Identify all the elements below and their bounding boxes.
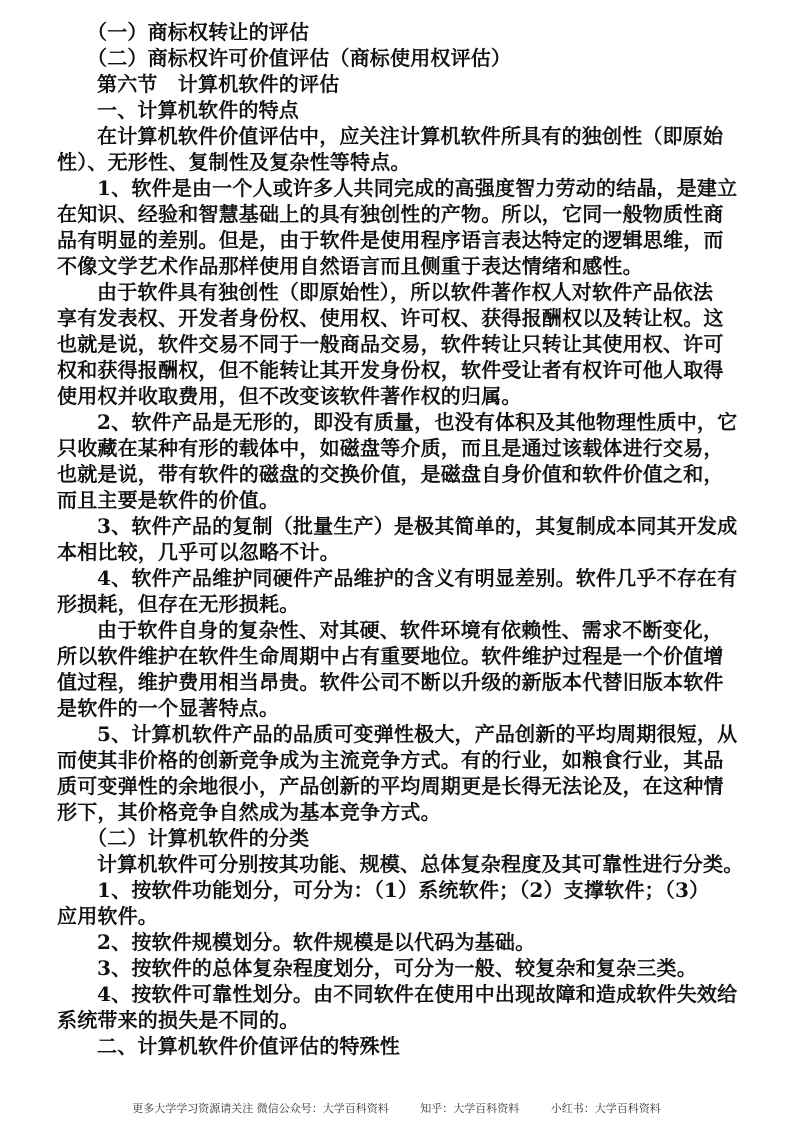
- text-line: 不像文学艺术作品那样使用自然语言而且侧重于表达情绪和感性。: [57, 254, 643, 278]
- text-line: 使用权并收取费用，但不改变该软件著作权的归属。: [57, 384, 522, 408]
- text-line: 1、按软件功能划分，可分为：（1）系统软件；（2）支撑软件；（3）: [97, 878, 710, 902]
- text-line: 在知识、经验和智慧基础上的具有独创性的产物。所以，它同一般物质性商: [57, 202, 724, 226]
- text-line: （一）商标权转让的评估: [87, 20, 310, 44]
- text-line: 权和获得报酬权，但不能转让其开发身份权，软件受让者有权许可他人取得: [57, 358, 724, 382]
- text-line: 系统带来的损失是不同的。: [57, 1008, 300, 1032]
- text-line: 由于软件自身的复杂性、对其硬、软件环境有依赖性、需求不断变化，: [97, 618, 724, 642]
- text-line: 所以软件维护在软件生命周期中占有重要地位。软件维护过程是一个价值增: [57, 644, 724, 668]
- text-line: 是软件的一个显著特点。: [57, 696, 280, 720]
- document-body: [57, 19, 744, 1059]
- footer-wechat: 更多大学学习资源请关注 微信公众号：大学百科资料: [132, 1102, 389, 1115]
- text-line: 1、软件是由一个人或许多人共同完成的高强度智力劳动的结晶，是建立: [97, 176, 738, 200]
- text-line: 3、软件产品的复制（批量生产）是极其简单的，其复制成本同其开发成: [97, 514, 738, 538]
- text-line: 品有明显的差别。但是，由于软件是使用程序语言表达特定的逻辑思维，而: [57, 228, 724, 252]
- text-line: （二）商标权许可价值评估（商标使用权评估）: [87, 46, 512, 70]
- text-line: 2、软件产品是无形的，即没有质量，也没有体积及其他物理性质中，它: [97, 410, 738, 434]
- text-line: 2、按软件规模划分。软件规模是以代码为基础。: [97, 930, 536, 954]
- text-line: 第六节 计算机软件的评估: [97, 72, 340, 96]
- text-line: 一、计算机软件的特点: [97, 98, 299, 122]
- text-line: 享有发表权、开发者身份权、使用权、许可权、获得报酬权以及转让权。这: [57, 306, 724, 330]
- text-line: 也就是说，软件交易不同于一般商品交易，软件转让只转让其使用权、许可: [57, 332, 724, 356]
- text-line: 5、计算机软件产品的品质可变弹性极大，产品创新的平均周期很短，从: [97, 722, 738, 746]
- text-line: 质可变弹性的余地很小，产品创新的平均周期更是长得无法论及，在这种情: [57, 774, 724, 798]
- text-line: 也就是说，带有软件的磁盘的交换价值，是磁盘自身价值和软件价值之和，: [57, 462, 724, 486]
- text-line: 形损耗，但存在无形损耗。: [57, 592, 300, 616]
- text-line: 形下，其价格竞争自然成为基本竞争方式。: [57, 800, 441, 824]
- footer-zhihu: 知乎：大学百科资料: [420, 1102, 520, 1115]
- text-line: （二）计算机软件的分类: [87, 826, 310, 850]
- footer: [0, 1100, 793, 1116]
- text-line: 只收藏在某种有形的载体中，如磁盘等介质，而且是通过该载体进行交易，: [57, 436, 724, 460]
- text-line: 由于软件具有独创性（即原始性），所以软件著作权人对软件产品依法: [97, 280, 714, 304]
- text-line: 4、软件产品维护同硬件产品维护的含义有明显差别。软件几乎不存在有: [97, 566, 738, 590]
- text-line: 值过程，维护费用相当昂贵。软件公司不断以升级的新版本代替旧版本软件: [57, 670, 724, 694]
- text-line: 应用软件。: [57, 904, 158, 928]
- text-line: 计算机软件可分别按其功能、规模、总体复杂程度及其可靠性进行分类。: [97, 852, 744, 876]
- text-line: 而使其非价格的创新竞争成为主流竞争方式。有的行业，如粮食行业，其品: [57, 748, 724, 772]
- text-line: 而且主要是软件的价值。: [57, 488, 280, 512]
- text-line: 3、按软件的总体复杂程度划分，可分为一般、较复杂和复杂三类。: [97, 956, 697, 980]
- text-line: 二、计算机软件价值评估的特殊性: [97, 1034, 400, 1058]
- text-line: 在计算机软件价值评估中，应关注计算机软件所具有的独创性（即原始: [97, 124, 724, 148]
- footer-xiaohongshu: 小红书：大学百科资料: [550, 1102, 661, 1115]
- text-line: 4、按软件可靠性划分。由不同软件在使用中出现故障和造成软件失效给: [97, 982, 738, 1006]
- text-line: 本相比较，几乎可以忽略不计。: [57, 540, 340, 564]
- text-line: 性）、无形性、复制性及复杂性等特点。: [57, 150, 411, 174]
